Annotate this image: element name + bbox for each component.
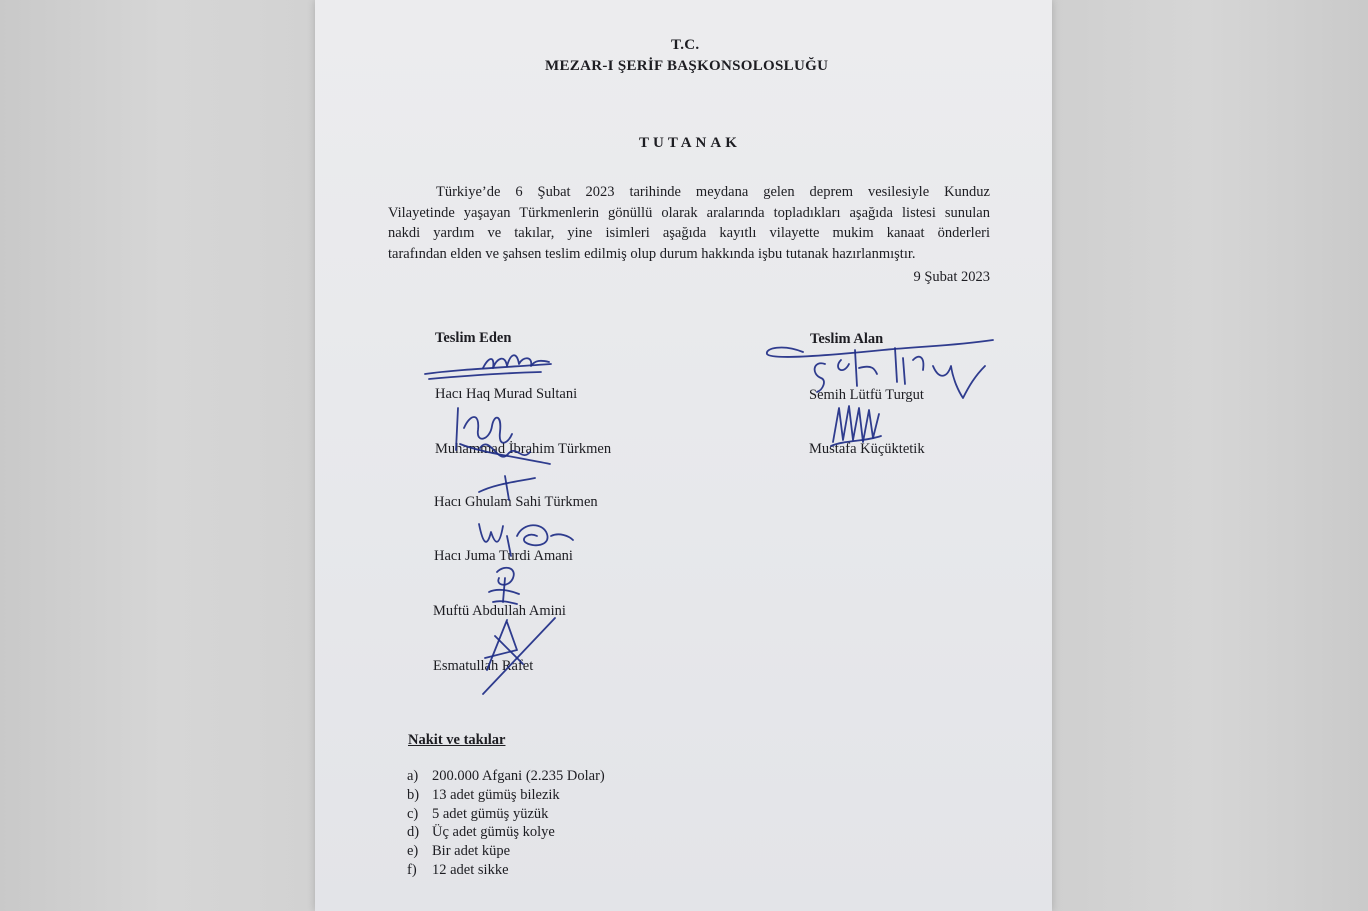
list-item-text: Bir adet küpe — [432, 843, 511, 860]
signature-juma-turdi — [473, 514, 583, 564]
list-item — [407, 842, 605, 861]
received-by-name: Mustafa Küçüktetik — [809, 441, 925, 457]
list-item-marker: b) — [407, 786, 420, 803]
delivered-by-name: Hacı Juma Turdi Amani — [434, 548, 573, 564]
items-list — [407, 767, 605, 880]
body-line: Türkiye’de 6 Şubat 2023 tarihinde meydana gelen deprem vesilesiyle Kunduz — [436, 184, 990, 200]
list-item-marker: a) — [407, 768, 419, 784]
delivered-by-name: Muhammad İbrahim Türkmen — [435, 441, 612, 457]
body-paragraph — [388, 182, 990, 264]
list-item-text: Üç adet gümüş kolye — [432, 824, 555, 841]
header-tc: T.C. — [671, 37, 700, 53]
body-line: tarafından elden ve şahsen teslim edilmiş olup durum hakkında işbu tutanak hazırlanmıştır. — [388, 245, 916, 262]
delivered-by-name: Hacı Haq Murad Sultani — [435, 386, 578, 402]
list-item — [407, 786, 605, 805]
document-title: TUTANAK — [639, 135, 741, 151]
list-item-marker: c) — [407, 805, 419, 822]
list-item-text: 200.000 Afgani (2.235 Dolar) — [432, 768, 605, 784]
document-date: 9 Şubat 2023 — [913, 269, 990, 285]
list-item-marker: d) — [407, 824, 420, 841]
list-item — [407, 767, 605, 786]
signature-esmatullah-rafet — [477, 614, 567, 698]
list-item-marker: f) — [407, 861, 417, 878]
list-item — [407, 861, 605, 880]
list-item — [407, 823, 605, 842]
list-item-text: 5 adet gümüş yüzük — [432, 805, 549, 822]
signature-muhammad-ibrahim — [450, 404, 570, 474]
signature-abdullah-amini — [483, 562, 533, 610]
header-consulate: MEZAR-I ŞERİF BAŞKONSOLOSLUĞU — [545, 58, 829, 74]
delivered-by-name: Esmatullah Rafet — [433, 658, 534, 674]
signature-haq-murad-sultani — [423, 346, 563, 386]
signature-ghulam-sahi — [475, 472, 545, 502]
signature-mustafa-kucuktetik — [827, 402, 887, 452]
signature-semih-lutfu-turgut — [763, 330, 1003, 410]
received-by-label: Teslim Alan — [810, 331, 884, 347]
body-line: Vilayetinde yaşayan Türkmenlerin gönüllü olarak aralarında topladıkları aşağıda listesi sunulan — [388, 204, 990, 221]
delivered-by-name: Hacı Ghulam Sahi Türkmen — [434, 494, 598, 510]
received-by-name: Semih Lütfü Turgut — [809, 387, 924, 403]
items-title: Nakit ve takılar — [408, 732, 506, 748]
delivered-by-name: Muftü Abdullah Amini — [433, 603, 566, 619]
delivered-by-label: Teslim Eden — [435, 330, 512, 346]
list-item-text: 13 adet gümüş bilezik — [432, 786, 560, 803]
body-line: nakdi yardım ve takılar, yine isimleri aşağıda kayıtlı vilayette mukim kanaat önderleri — [388, 225, 990, 241]
document-page — [315, 0, 1052, 911]
list-item-text: 12 adet sikke — [432, 861, 509, 878]
list-item — [407, 805, 605, 824]
list-item-marker: e) — [407, 843, 419, 860]
